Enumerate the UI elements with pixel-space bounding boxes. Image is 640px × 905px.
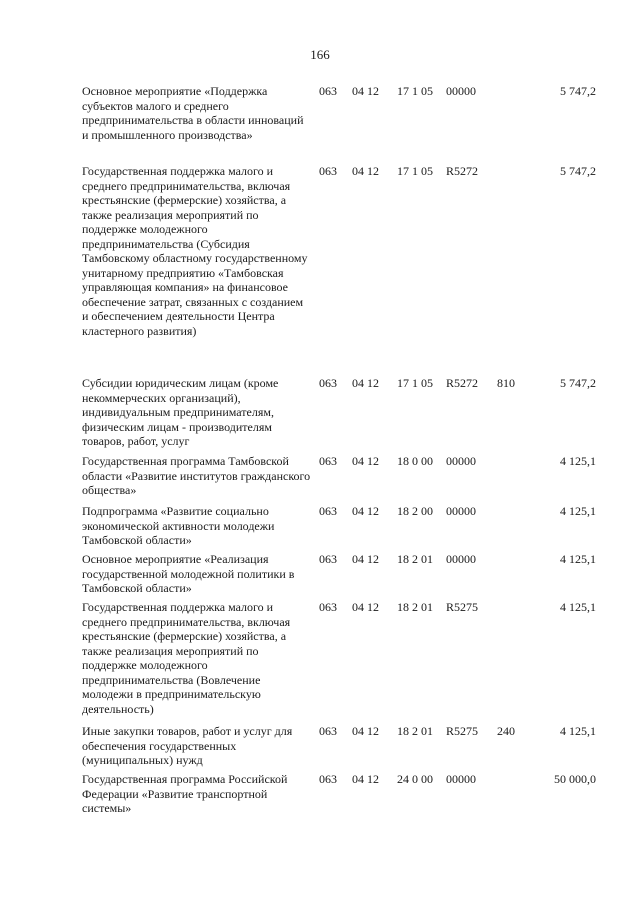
- row-name: Государственная поддержка малого и среднего предпринимательства, включая крестьянские (фермерские) хозяйства, а также реализация мероприятий по поддержке молодежного предпринимательства (Субсидия Тамбовскому областному государственному унитарному предприятию «Тамбовская управляющая компания» на финансовое обеспечение затрат, связанных с созданием и обеспечением деятельности Центра кластерного развития): [82, 164, 308, 338]
- ministry-code: 063: [319, 552, 337, 566]
- expense-type: 240: [497, 724, 515, 738]
- row-name: Государственная поддержка малого и среднего предпринимательства, включая крестьянские (фермерские) хозяйства, а также реализация мероприятий по поддержке молодежного предпринимательства (Вовлечение молодежи в предпринимательскую деятельность): [82, 600, 291, 716]
- row-name: Основное мероприятие «Поддержка субъектов малого и среднего предпринимательства в области инноваций и промышленного производства»: [82, 84, 304, 142]
- direction-code: R5275: [446, 600, 479, 614]
- expense-type: 810: [497, 376, 515, 390]
- ministry-code: 063: [319, 454, 337, 468]
- row-name: Подпрограмма «Развитие социально экономической активности молодежи Тамбовской области»: [82, 504, 275, 547]
- section-code: 04 12: [352, 552, 379, 566]
- ministry-code: 063: [319, 772, 337, 786]
- target-code: 17 1 05: [397, 164, 433, 178]
- section-code: 04 12: [352, 724, 379, 738]
- target-code: 17 1 05: [397, 84, 433, 98]
- ministry-code: 063: [319, 164, 337, 178]
- target-code: 24 0 00: [397, 772, 433, 786]
- ministry-code: 063: [319, 84, 337, 98]
- section-code: 04 12: [352, 772, 379, 786]
- ministry-code: 063: [319, 600, 337, 614]
- section-code: 04 12: [352, 454, 379, 468]
- ministry-code: 063: [319, 724, 337, 738]
- direction-code: R5275: [446, 724, 479, 738]
- target-code: 18 2 01: [397, 600, 433, 614]
- amount: 5 747,2: [560, 376, 596, 390]
- amount: 4 125,1: [560, 724, 596, 738]
- row-name: Государственная программа Тамбовской области «Развитие институтов гражданского общества»: [82, 454, 311, 497]
- row-name: Государственная программа Российской Федерации «Развитие транспортной системы»: [82, 772, 288, 815]
- section-code: 04 12: [352, 504, 379, 518]
- section-code: 04 12: [352, 84, 379, 98]
- direction-code: 00000: [446, 454, 476, 468]
- ministry-code: 063: [319, 504, 337, 518]
- section-code: 04 12: [352, 164, 379, 178]
- target-code: 18 0 00: [397, 454, 433, 468]
- row-name: Основное мероприятие «Реализация государственной молодежной политики в Тамбовской области»: [82, 552, 295, 595]
- amount: 5 747,2: [560, 84, 596, 98]
- direction-code: R5272: [446, 164, 479, 178]
- direction-code: 00000: [446, 504, 476, 518]
- section-code: 04 12: [352, 600, 379, 614]
- target-code: 18 2 01: [397, 552, 433, 566]
- direction-code: 00000: [446, 552, 476, 566]
- section-code: 04 12: [352, 376, 379, 390]
- amount: 50 000,0: [554, 772, 596, 786]
- amount: 4 125,1: [560, 552, 596, 566]
- ministry-code: 063: [319, 376, 337, 390]
- target-code: 17 1 05: [397, 376, 433, 390]
- target-code: 18 2 01: [397, 724, 433, 738]
- direction-code: 00000: [446, 772, 476, 786]
- direction-code: 00000: [446, 84, 476, 98]
- row-name: Субсидии юридическим лицам (кроме некоммерческих организаций), индивидуальным предпринимателям, физическим лицам - производителям товаров, работ, услуг: [82, 376, 279, 448]
- amount: 4 125,1: [560, 600, 596, 614]
- row-name: Иные закупки товаров, работ и услуг для обеспечения государственных (муниципальных) нужд: [82, 724, 293, 767]
- target-code: 18 2 00: [397, 504, 433, 518]
- amount: 4 125,1: [560, 504, 596, 518]
- direction-code: R5272: [446, 376, 479, 390]
- amount: 4 125,1: [560, 454, 596, 468]
- amount: 5 747,2: [560, 164, 596, 178]
- page-number: 166: [310, 47, 330, 62]
